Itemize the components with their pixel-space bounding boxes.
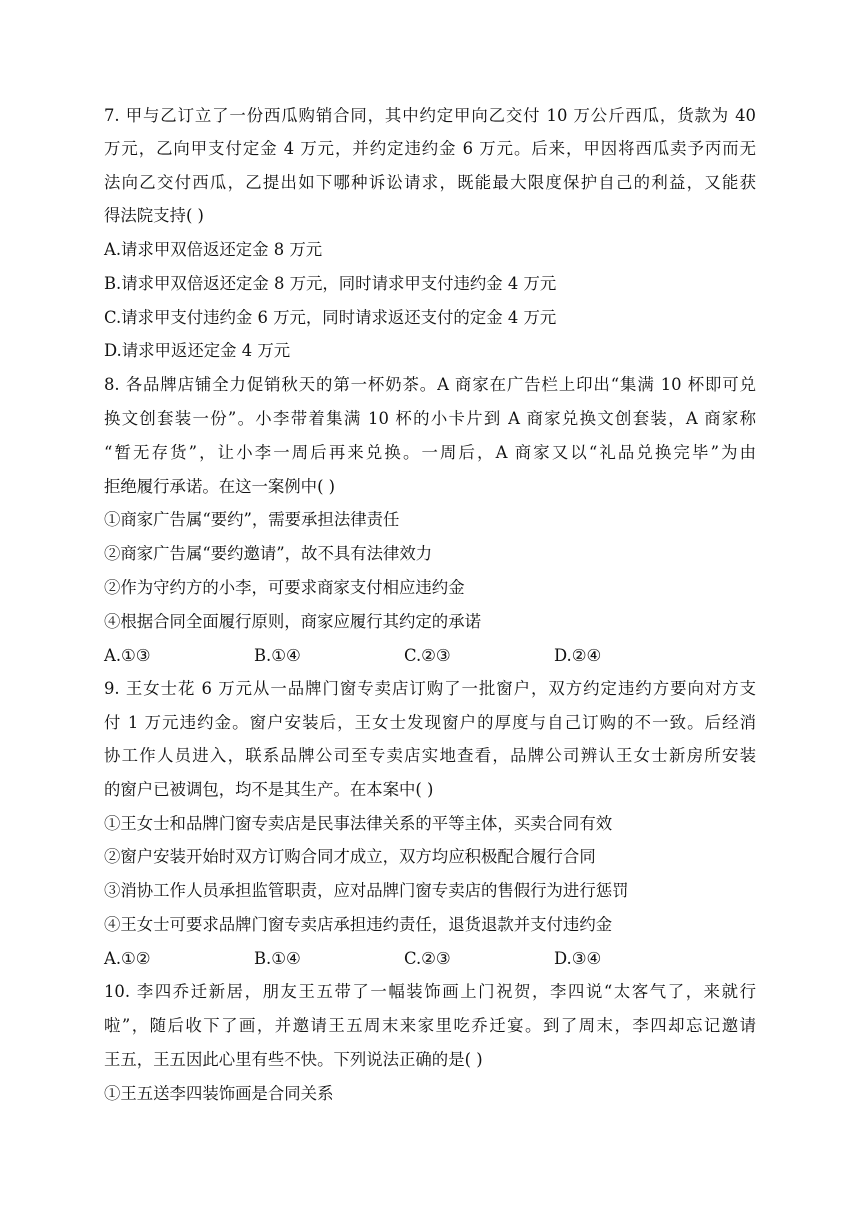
question-7-stem-line-2: 万元，乙向甲支付定金 4 万元，并约定违约金 6 万元。后来，甲因将西瓜卖予丙而无 [104, 139, 756, 158]
question-10-statement-1: ①王五送李四装饰画是合同关系 [104, 1084, 334, 1103]
question-9-statement-3: ③消协工作人员承担监管职责，应对品牌门窗专卖店的售假行为进行惩罚 [104, 881, 629, 900]
question-9-choice-a: A.①② [104, 949, 151, 968]
question-8-statement-3: ②作为守约方的小李，可要求商家支付相应违约金 [104, 578, 465, 597]
question-9-choice-b: B.①④ [254, 949, 301, 968]
question-7-option-d: D.请求甲返还定金 4 万元 [104, 341, 291, 360]
question-8-statement-4: ④根据合同全面履行原则，商家应履行其约定的承诺 [104, 612, 481, 631]
question-8-choice-d: D.②④ [554, 646, 602, 665]
question-7-stem-line-4: 得法院支持( ) [104, 206, 204, 225]
question-10-stem-line-2: 啦”，随后收下了画，并邀请王五周末来家里吃乔迁宴。到了周末，李四却忘记邀请 [104, 1016, 756, 1035]
question-9-choice-d: D.③④ [554, 949, 602, 968]
question-9-stem-line-3: 协工作人员进入，联系品牌公司至专卖店实地查看，品牌公司辨认王女士新房所安装 [104, 746, 756, 765]
question-8-statement-2: ②商家广告属“要约邀请”，故不具有法律效力 [104, 544, 433, 563]
question-8-stem-line-4: 拒绝履行承诺。在这一案例中( ) [104, 477, 336, 496]
question-8-stem-line-1: 8. 各品牌店铺全力促销秋天的第一杯奶茶。A 商家在广告栏上印出“集满 10 杯即可兑 [104, 375, 756, 394]
question-9-statement-1: ①王女士和品牌门窗专卖店是民事法律关系的平等主体，买卖合同有效 [104, 814, 613, 833]
question-8-stem-line-3: “暂无存货”，让小李一周后再来兑换。一周后，A 商家又以“礼品兑换完毕”为由 [104, 443, 756, 462]
question-10-stem-line-3: 王五，王五因此心里有些不快。下列说法正确的是( ) [104, 1050, 483, 1069]
question-9-stem-line-4: 的窗户已被调包，均不是其生产。在本案中( ) [104, 780, 434, 799]
question-7-option-b: B.请求甲双倍返还定金 8 万元，同时请求甲支付违约金 4 万元 [104, 274, 557, 293]
question-8-choice-c: C.②③ [404, 646, 451, 665]
question-7-option-a: A.请求甲双倍返还定金 8 万元 [104, 240, 323, 259]
question-9-statement-4: ④王女士可要求品牌门窗专卖店承担违约责任，退货退款并支付违约金 [104, 915, 613, 934]
question-7-option-c: C.请求甲支付违约金 6 万元，同时请求返还支付的定金 4 万元 [104, 308, 557, 327]
question-9-stem-line-1: 9. 王女士花 6 万元从一品牌门窗专卖店订购了一批窗户，双方约定违约方要向对方支 [104, 679, 756, 698]
question-8-statement-1: ①商家广告属“要约”，需要承担法律责任 [104, 510, 400, 529]
question-8-choice-a: A.①③ [104, 646, 151, 665]
question-7-stem-line-1: 7. 甲与乙订立了一份西瓜购销合同，其中约定甲向乙交付 10 万公斤西瓜，货款为 40 [104, 106, 756, 125]
question-8-stem-line-2: 换文创套装一份”。小李带着集满 10 杯的小卡片到 A 商家兑换文创套装，A 商家称 [104, 409, 756, 428]
question-9-statement-2: ②窗户安装开始时双方订购合同才成立，双方均应积极配合履行合同 [104, 847, 596, 866]
question-8-choice-b: B.①④ [254, 646, 301, 665]
question-7-stem-line-3: 法向乙交付西瓜，乙提出如下哪种诉讼请求，既能最大限度保护自己的利益，又能获 [104, 173, 756, 192]
question-9-stem-line-2: 付 1 万元违约金。窗户安装后，王女士发现窗户的厚度与自己订购的不一致。后经消 [104, 713, 756, 732]
question-10-stem-line-1: 10. 李四乔迁新居，朋友王五带了一幅装饰画上门祝贺，李四说“太客气了，来就行 [104, 982, 756, 1001]
question-9-choice-c: C.②③ [404, 949, 451, 968]
